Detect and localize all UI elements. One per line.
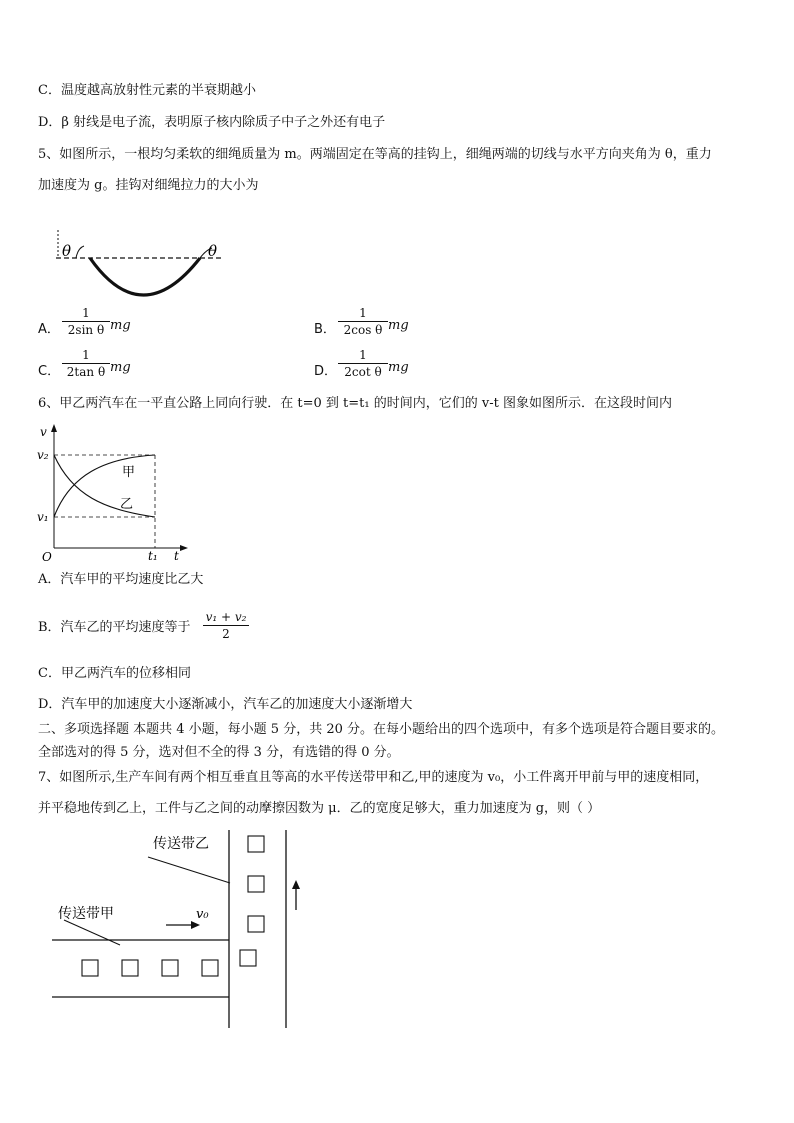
curve-yi: [54, 455, 155, 517]
q5-option-a-letter: A．: [38, 322, 60, 337]
q5-option-d-num: 1: [359, 348, 367, 362]
q6-option-b-num: v₁ + v₂: [205, 610, 247, 624]
curve-jia: [54, 455, 155, 517]
q5-option-d-den: 2cot θ: [344, 365, 382, 379]
q7-stem-line2: 并平稳地传到乙上，工件与乙之间的动摩擦因数为 μ．乙的宽度足够大，重力加速度为 g，则（ ）: [38, 801, 601, 816]
yi-label: 乙: [120, 497, 134, 512]
q5-option-c-num: 1: [82, 348, 90, 362]
origin-label: O: [42, 550, 52, 562]
theta-right-label: θ: [208, 242, 218, 260]
q5-option-b-den: 2cos θ: [343, 323, 383, 337]
section2-heading-line2: 全部选对的得 5 分，选对但不全的得 3 分，有选错的得 0 分。: [38, 745, 400, 760]
q5-option-c-letter: C．: [38, 364, 61, 379]
q5-option-d-mg: mg: [388, 360, 409, 375]
vt-graph: [34, 420, 194, 562]
conveyor-figure: [50, 828, 310, 1033]
q6-option-b-fraction: [203, 610, 249, 641]
t1-label: t₁: [148, 549, 158, 562]
q6-option-a: A．汽车甲的平均速度比乙大: [38, 572, 204, 587]
q5-stem-line2: 加速度为 g。挂钩对细绳拉力的大小为: [38, 178, 259, 193]
q5-option-b-letter: B．: [314, 322, 336, 337]
belt-yi-label: 传送带乙: [153, 836, 209, 852]
q5-option-c-fraction: [62, 348, 110, 379]
q6-stem: 6、甲乙两汽车在一平直公路上同向行驶．在 t=0 到 t=t₁ 的时间内，它们的 v-t 图象如图所示．在这段时间内: [38, 396, 672, 411]
t-axis-label: t: [174, 549, 179, 562]
theta-left-label: θ: [62, 242, 72, 260]
prev-option-d: D．β 射线是电子流，表明原子核内除质子中子之外还有电子: [38, 115, 386, 130]
prev-option-c: C．温度越高放射性元素的半衰期越小: [38, 83, 256, 98]
q5-option-b-num: 1: [359, 306, 367, 320]
v-axis-label: v: [40, 425, 47, 439]
section2-heading-line1: 二、多项选择题 本题共 4 小题，每小题 5 分，共 20 分。在每小题给出的四个选项中，有多个选项是符合题目要求的。: [38, 722, 725, 737]
rope-figure: [50, 222, 230, 300]
q5-option-a-mg: mg: [110, 318, 131, 333]
v1-label: v₁: [37, 510, 49, 524]
q5-option-a-den: 2sin θ: [67, 323, 105, 337]
v0-label: v₀: [196, 907, 209, 922]
q5-option-a-fraction: [62, 306, 110, 337]
jia-label: 甲: [122, 465, 136, 480]
q6-option-b: B．汽车乙的平均速度等于: [38, 620, 191, 635]
q5-option-c-den: 2tan θ: [66, 365, 106, 379]
q6-option-d: D．汽车甲的加速度大小逐渐减小，汽车乙的加速度大小逐渐增大: [38, 697, 413, 712]
q5-option-b-fraction: [338, 306, 388, 337]
q5-option-d-letter: D．: [314, 364, 338, 379]
belt-jia-label: 传送带甲: [58, 906, 114, 922]
q5-option-b-mg: mg: [388, 318, 409, 333]
q5-option-a-num: 1: [82, 306, 90, 320]
q7-stem-line1: 7、如图所示,生产车间有两个相互垂直且等高的水平传送带甲和乙,甲的速度为 v₀，小工件离开甲前与甲的速度相同，: [38, 770, 709, 785]
q5-stem-line1: 5、如图所示，一根均匀柔软的细绳质量为 m。两端固定在等高的挂钩上，细绳两端的切线与水平方向夹角为 θ，重力: [38, 147, 712, 162]
q6-option-c: C．甲乙两汽车的位移相同: [38, 666, 191, 681]
q5-option-d-fraction: [338, 348, 388, 379]
q5-option-c-mg: mg: [110, 360, 131, 375]
v2-label: v₂: [37, 448, 49, 462]
q6-option-b-den: 2: [222, 627, 230, 641]
